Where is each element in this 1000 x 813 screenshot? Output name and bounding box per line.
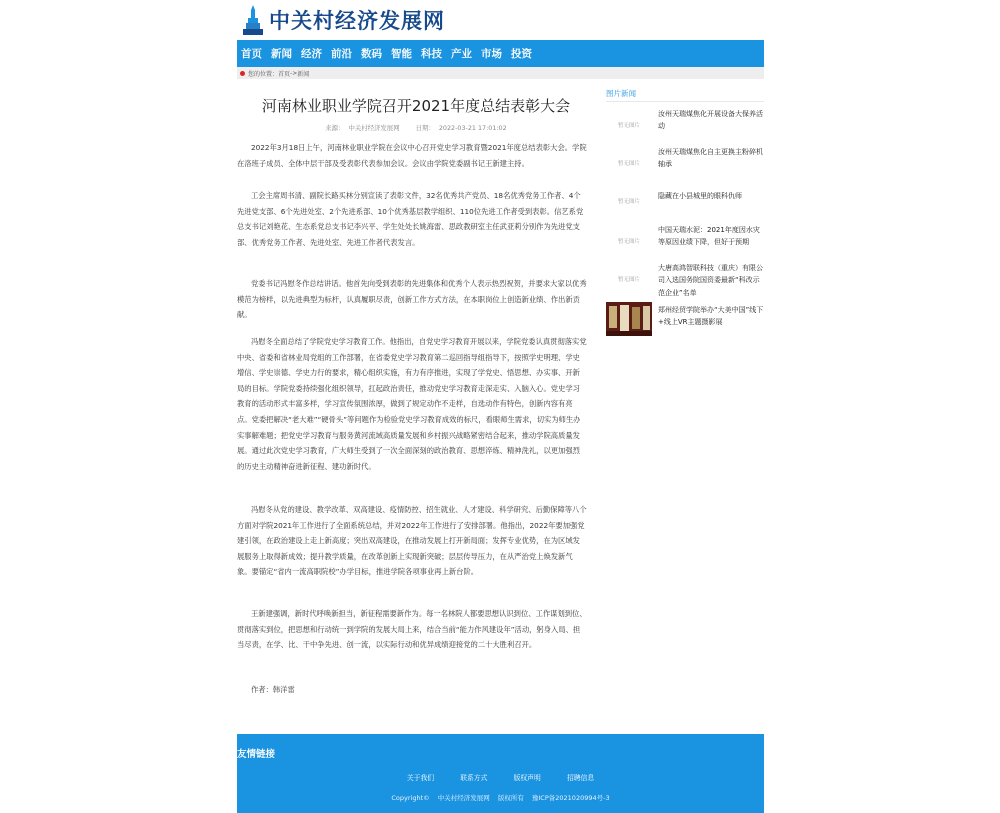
thumbnail-placeholder[interactable]: 暂无图片 (606, 224, 652, 258)
location-dot-icon (240, 71, 245, 76)
sidebar-news-title[interactable]: 汝州天瑞煤焦化开展设备大保养活动 (658, 110, 763, 131)
thumbnail-placeholder[interactable]: 暂无图片 (606, 108, 652, 142)
article-meta (237, 123, 595, 132)
sidebar-news-item[interactable] (606, 224, 764, 260)
sidebar-news-item[interactable] (606, 108, 764, 144)
exhibition-photo-image[interactable] (606, 302, 652, 336)
sidebar-news-title[interactable]: 郑州经贸学院举办“大美中国”线下+线上VR主题摄影展 (658, 306, 764, 327)
sidebar-news-title[interactable]: 隐藏在小县城里的眼科仇师 (658, 192, 742, 200)
article-paragraph: 2022年3月18日上午，河南林业职业学院在会议中心召开党史学习教育暨2021年度总结表彰大会。学院在洛班子成员、全体中层干部及受表彰代表参加会议。会议由学院党委副书记王新建主持。 (237, 143, 587, 168)
nav-item-invest[interactable]: 投资 (511, 48, 532, 60)
footer-link-contact[interactable]: 联系方式 (460, 774, 488, 782)
nav-item-smart[interactable]: 智能 (391, 48, 412, 60)
nav-item-frontier[interactable]: 前沿 (331, 48, 352, 60)
sidebar-picture-news (606, 88, 764, 327)
site-footer (237, 734, 764, 813)
nav-item-digital[interactable]: 数码 (361, 48, 382, 60)
breadcrumb-separator: -> (290, 69, 298, 77)
site-header (237, 0, 764, 40)
sidebar-news-item[interactable] (606, 184, 764, 220)
nav-item-home[interactable]: 首页 (241, 48, 262, 60)
sidebar-news-title[interactable]: 汝州天瑞煤焦化自主更换主粉碎机轴承 (658, 148, 763, 169)
sidebar-news-item[interactable] (606, 302, 764, 338)
thumbnail-placeholder[interactable]: 暂无图片 (606, 146, 652, 180)
source-label: 来源： (325, 124, 345, 132)
copyright-rights: 版权所有 (497, 794, 524, 802)
article-title: 河南林业职业学院召开2021年度总结表彰大会 (261, 97, 571, 115)
footer-links (237, 772, 764, 782)
sidebar-news-title[interactable]: 大唐高鸿智联科技（重庆）有限公司入选国务院国资委最新“科改示范企业”名单 (658, 264, 763, 297)
article-author: 作者：韩洋雷 (251, 685, 295, 694)
footer-link-copyright[interactable]: 版权声明 (513, 774, 541, 782)
footer-link-jobs[interactable]: 招聘信息 (566, 774, 595, 782)
article-paragraph: 工会主席周书清、副院长路买林分别宣读了表彰文件，32名优秀共产党员、18名优秀党务工作者、4个先进党支部、6个先进处室、2个先进系部、10个优秀基层教学组织、110位先进工作者受到表彰。信艺系党总支书记刘艳花、生态系党总支书记李兴平、学生处处长姚海雷、思政教研室主任武亚莉分别作为先进党支部、优秀党务工作者、先进处室、先进工作者代表发言。 (237, 191, 584, 247)
breadcrumb (237, 67, 764, 79)
article-date: 2022-03-21 17:01:02 (438, 124, 507, 132)
footer-copyright (237, 793, 764, 802)
icp-number[interactable]: 豫ICP备2021020994号-3 (531, 794, 610, 802)
sidebar-news-title[interactable]: 中国天瑞水泥：2021年度因水灾等原因业绩下降，但好于预期 (658, 226, 760, 247)
copyright-text: Copyright© (391, 794, 430, 802)
logo-icon[interactable] (241, 4, 265, 36)
nav-item-industry[interactable]: 产业 (451, 48, 472, 60)
site-logo-text[interactable]: 中关村经济发展网 (269, 8, 445, 33)
article-source: 中关村经济发展网 (348, 124, 400, 132)
sidebar-news-item[interactable] (606, 262, 764, 298)
sidebar-news-item[interactable] (606, 146, 764, 182)
thumbnail-placeholder[interactable]: 暂无图片 (606, 184, 652, 218)
main-nav (237, 40, 764, 67)
sidebar-heading: 图片新闻 (606, 88, 764, 102)
friend-links-title: 友情链接 (237, 749, 276, 760)
nav-item-economy[interactable]: 经济 (301, 48, 322, 60)
footer-link-about[interactable]: 关于我们 (406, 774, 435, 782)
copyright-site: 中关村经济发展网 (437, 794, 490, 802)
breadcrumb-current[interactable]: 新闻 (297, 70, 310, 78)
article-paragraph: 冯慰冬从党的建设、教学改革、双高建设、疫情防控、招生就业、人才建设、科学研究、后勤保障等八个方面对学院2021年工作进行了全面系统总结，并对2022年工作进行了安排部署。他指出，2022年要加强党建引领，在政治建设上走上新高度；突出双高建设，在推动发展上打开新局面；发挥专业优势，在为区域发展服务上取得新成效；提升教学质量，在改革创新上实现新突破；层层传导压力，在从严治党上焕发新气象。要锚定“省内一流高职院校”办学目标，推进学院各项事业再上新台阶。 (237, 505, 587, 577)
nav-item-market[interactable]: 市场 (481, 48, 502, 60)
nav-item-tech[interactable]: 科技 (421, 48, 442, 60)
article-paragraph: 冯慰冬全面总结了学院党史学习教育工作。他指出，自党史学习教育开展以来，学院党委认真贯彻落实党中央、省委和省林业局党组的工作部署，在省委党史学习教育第二巡回指导组指导下，按照学史明理、学史增信、学史崇德、学史力行的要求，精心组织实施，有力有序推进，实现了学党史、悟思想、办实事、开新局的目标。学院党委持续强化组织领导，扛起政治责任，推动党史学习教育走深走实、入脑入心。党史学习教育的活动形式丰富多样，学习宣传氛围浓厚，做到了规定动作不走样，自选动作有特色，创新内容有亮点。党委把解决“老大难”“硬骨头”等问题作为检验党史学习教育成效的标尺，看眼师生需求，切实为师生办实事解难题；把党史学习教育与服务黄河流域高质量发展和乡村振兴战略紧密结合起来，推动学院高质量发展。通过此次党史学习教育，广大师生受到了一次全面深刻的政治教育、思想淬炼、精神洗礼，以更加强烈的历史主动精神奋进新征程、建功新时代。 (237, 337, 587, 471)
breadcrumb-prefix: 您的位置： (248, 70, 279, 78)
nav-item-news[interactable]: 新闻 (271, 48, 292, 60)
article-paragraph: 王新建强调，新时代呼唤新担当，新征程需要新作为。每一名林院人都要思想认识到位、工作谋划到位、贯彻落实到位，把思想和行动统一到学院的发展大局上来，结合当前“能力作风建设年”活动，躬身入局、担当尽责，在学、比、干中争先进、创一流，以实际行动和优异成绩迎接党的二十大胜利召开。 (237, 609, 587, 650)
thumbnail-placeholder[interactable]: 暂无图片 (606, 262, 652, 296)
article-paragraph: 党委书记冯慰冬作总结讲话。他首先向受到表彰的先进集体和优秀个人表示热烈祝贺，并要求大家以优秀模范为榜样，以先进典型为标杆，认真履职尽责，创新工作方式方法，在本职岗位上创造新业绩、作出新贡献。 (237, 279, 587, 320)
breadcrumb-home-link[interactable]: 首页 (278, 70, 291, 78)
date-label: 日期： (415, 124, 435, 132)
